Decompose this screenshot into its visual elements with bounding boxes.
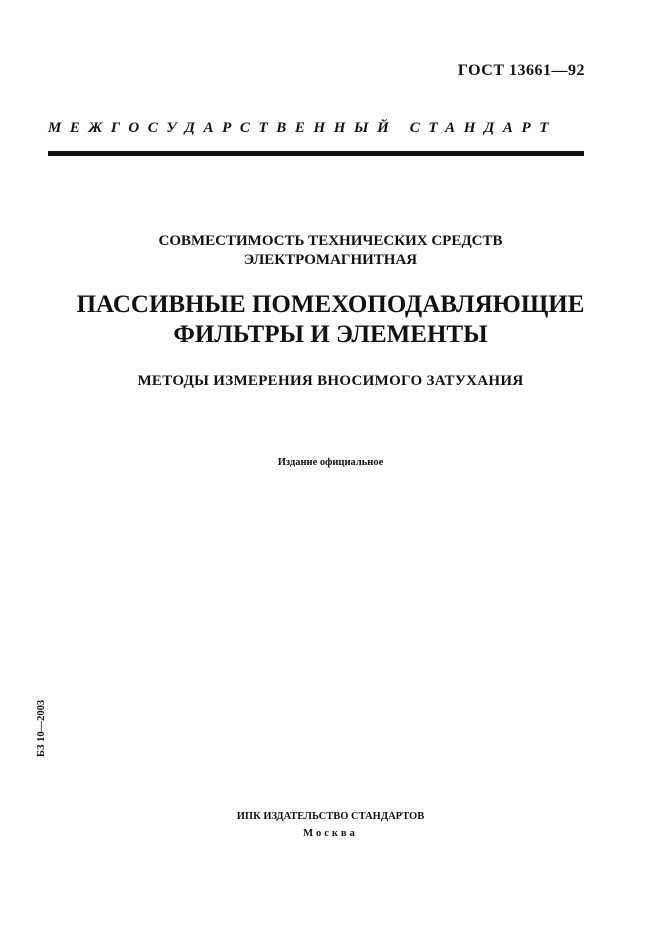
publisher-name: ИПК ИЗДАТЕЛЬСТВО СТАНДАРТОВ — [236, 811, 425, 822]
method-title: МЕТОДЫ ИЗМЕРЕНИЯ ВНОСИМОГО ЗАТУХАНИЯ — [137, 373, 524, 389]
subject-line-2: ЭЛЕКТРОМАГНИТНАЯ — [243, 252, 418, 268]
publisher-block — [0, 808, 661, 842]
standard-number: ГОСТ 13661—92 — [457, 62, 585, 79]
subject-line-1: СОВМЕСТИМОСТЬ ТЕХНИЧЕСКИХ СРЕДСТВ — [158, 233, 503, 249]
main-title-line-2: ФИЛЬТРЫ И ЭЛЕМЕНТЫ — [173, 321, 488, 348]
standard-type: МЕЖГОСУДАРСТВЕННЫЙ СТАНДАРТ — [48, 120, 558, 136]
subject-title — [0, 232, 661, 270]
main-title-line-1: ПАССИВНЫЕ ПОМЕХОПОДАВЛЯЮЩИЕ — [76, 291, 585, 318]
side-code: БЗ 10—2003 — [36, 699, 47, 757]
publisher-city: Москва — [303, 828, 358, 839]
main-title — [0, 290, 661, 350]
header-rule — [48, 151, 584, 156]
edition-label: Издание официальное — [277, 457, 384, 468]
